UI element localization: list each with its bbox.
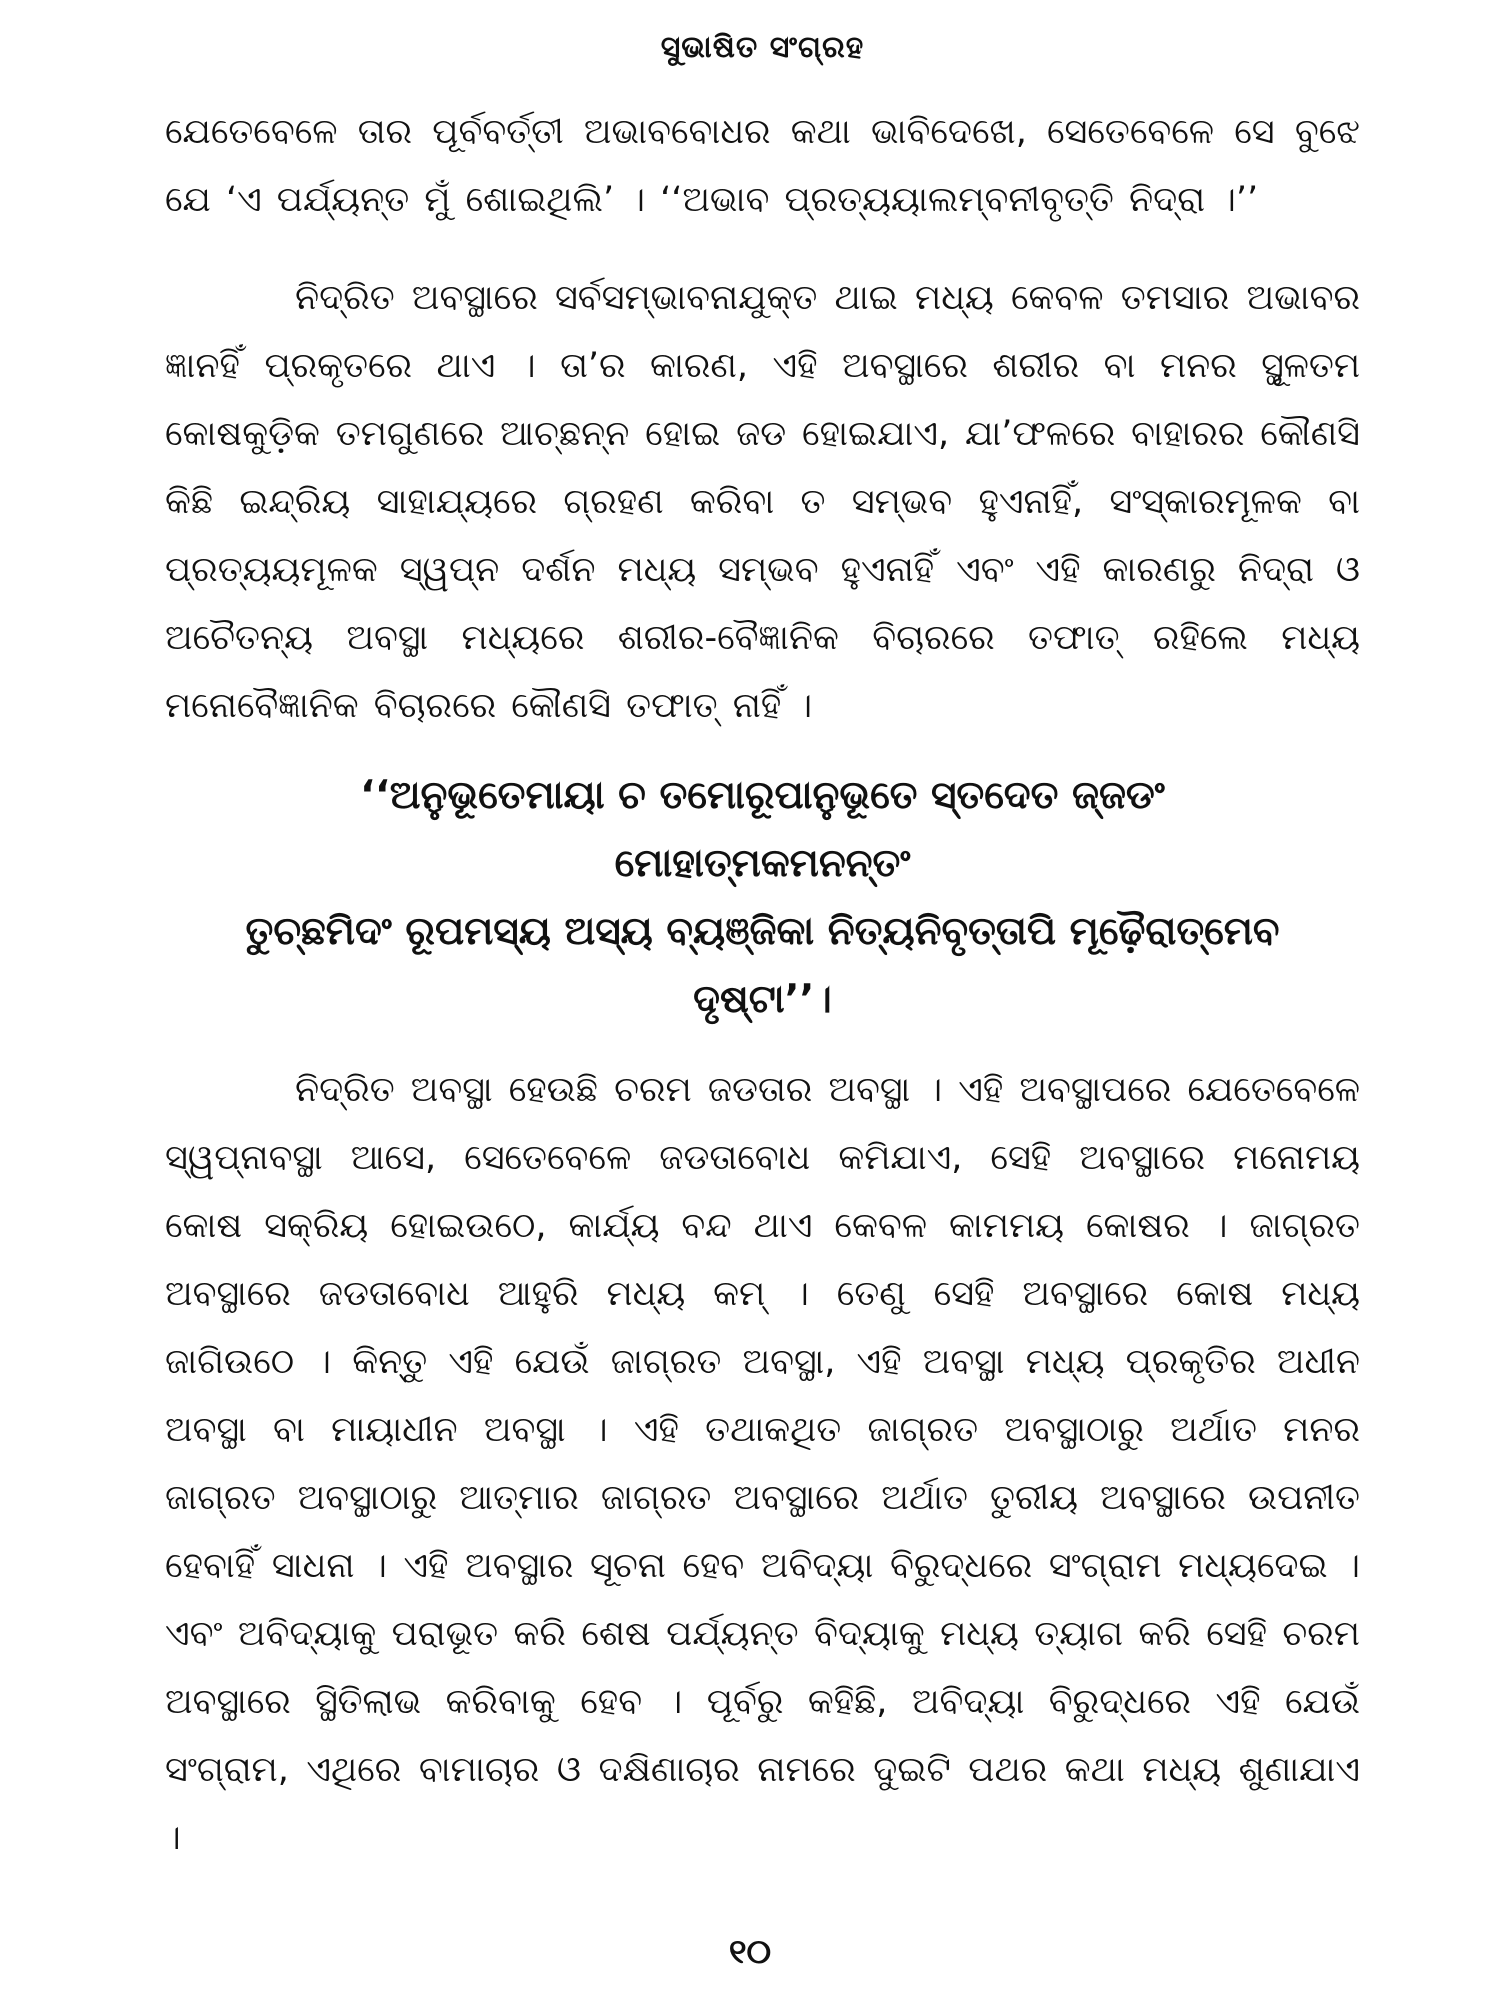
verse-spacer-bottom [165, 1034, 1360, 1056]
sanskrit-verse [165, 762, 1360, 1034]
paragraph-3: ନିଦ୍ରିତ ଅବସ୍ଥା ହେଉଛି ଚରମ ଜଡତାର ଅବସ୍ଥା । ଏହି ଅବସ୍ଥାପରେ ଯେତେବେଳେ ସ୍ୱପ୍ନାବସ୍ଥା ଆସେ, ସେତେବେଳେ ଜଡତାବୋଧ କମିଯାଏ, ସେହି ଅବସ୍ଥାରେ ମନୋମୟ କୋଷ ସକ୍ରିୟ ହୋଇଉଠେ, କାର୍ଯ୍ୟ ବନ୍ଦ ଥାଏ କେବଳ କାମମୟ କୋଷର । ଜାଗ୍ରତ ଅବସ୍ଥାରେ ଜଡତାବୋଧ ଆହୁରି ମଧ୍ୟ କମ୍ । ତେଣୁ ସେହି ଅବସ୍ଥାରେ କୋଷ ମଧ୍ୟ ଜାଗିଉଠେ । କିନ୍ତୁ ଏହି ଯେଉଁ ଜାଗ୍ରତ ଅବସ୍ଥା, ଏହି ଅବସ୍ଥା ମଧ୍ୟ ପ୍ରକୃତିର ଅଧୀନ ଅବସ୍ଥା ବା ମାୟାଧୀନ ଅବସ୍ଥା । ଏହି ତଥାକଥିତ ଜାଗ୍ରତ ଅବସ୍ଥାଠାରୁ ଅର୍ଥାତ ମନର ଜାଗ୍ରତ ଅବସ୍ଥାଠାରୁ ଆତ୍ମାର ଜାଗ୍ରତ ଅବସ୍ଥାରେ ଅର୍ଥାତ ତୁରୀୟ ଅବସ୍ଥାରେ ଉପନୀତ ହେବାହିଁ ସାଧନା । ଏହି ଅବସ୍ଥାର ସୂଚନା ହେବ ଅବିଦ୍ୟା ବିରୁଦ୍ଧରେ ସଂଗ୍ରାମ ମଧ୍ୟଦେଇ । ଏବଂ ଅବିଦ୍ୟାକୁ ପରାଭୂତ କରି ଶେଷ ପର୍ଯ୍ୟନ୍ତ ବିଦ୍ୟାକୁ ମଧ୍ୟ ତ୍ୟାଗ କରି ସେହି ଚରମ ଅବସ୍ଥାରେ ସ୍ଥିତିଲାଭ କରିବାକୁ ହେବ । ପୂର୍ବରୁ କହିଛି, ଅବିଦ୍ୟା ବିରୁଦ୍ଧରେ ଏହି ଯେଉଁ ସଂଗ୍ରାମ, ଏଥିରେ ବାମାଚାର ଓ ଦକ୍ଷିଣାଚାର ନାମରେ ଦୁଇଟି ପଥର କଥା ମଧ୍ୟ ଶୁଣାଯାଏ । [165, 1070, 1360, 1858]
verse-line-1: ‘‘ଅନୁଭୂତେମାୟା ଚ ତମୋରୂପାନୁଭୂତେ ସ୍ତଦେତ ଜ୍ଜଡଂ [360, 773, 1165, 818]
verse-line-4: ଦୃଷ୍ଟା’’। [693, 977, 832, 1022]
paragraph-spacer [165, 234, 1360, 264]
verse-line-3: ତୁଚ୍ଛମିଦଂ ରୂପମସ୍ୟ ଅସ୍ୟ ବ୍ୟଞ୍ଜିକା ନିତ୍ୟନିବୃତ୍ତାପି ମୂଢ଼ୈରାତ୍ମେବ [245, 909, 1280, 954]
paragraph-2: ନିଦ୍ରିତ ଅବସ୍ଥାରେ ସର୍ବସମ୍ଭାବନାଯୁକ୍ତ ଥାଇ ମଧ୍ୟ କେବଳ ତମସାର ଅଭାବର ଜ୍ଞାନହିଁ ପ୍ରକୃତରେ ଥାଏ । ତା’ର କାରଣ, ଏହି ଅବସ୍ଥାରେ ଶରୀର ବା ମନର ସ୍ଥୂଳତମ କୋଷକୁଡ଼ିକ ତମଗୁଣରେ ଆଚ୍ଛନ୍ନ ହୋଇ ଜଡ ହୋଇଯାଏ, ଯା’ଫଳରେ ବାହାରର କୌଣସି କିଛି ଇନ୍ଦ୍ରିୟ ସାହାଯ୍ୟରେ ଗ୍ରହଣ କରିବା ତ ସମ୍ଭବ ହୁଏନାହିଁ, ସଂସ୍କାରମୂଳକ ବା ପ୍ରତ୍ୟୟମୂଳକ ସ୍ୱପ୍ନ ଦର୍ଶନ ମଧ୍ୟ ସମ୍ଭବ ହୁଏନାହିଁ ଏବଂ ଏହି କାରଣରୁ ନିଦ୍ରା ଓ ଅଚୈତନ୍ୟ ଅବସ୍ଥା ମଧ୍ୟରେ ଶରୀର-ବୈଜ୍ଞାନିକ ବିଚାରରେ ତଫାତ୍ ରହିଲେ ମଧ୍ୟ ମନୋବୈଜ୍ଞାନିକ ବିଚାରରେ କୌଣସି ତଫାତ୍ ନାହିଁ । [165, 278, 1360, 726]
verse-spacer-top [165, 740, 1360, 762]
running-header: ସୁଭାଷିତ ସଂଗ୍ରହ [660, 30, 865, 65]
page-number: ୧୦ [728, 1932, 772, 1972]
paragraph-1: ଯେତେବେଳେ ତାର ପୂର୍ବବର୍ତ୍ତୀ ଅଭାବବୋଧର କଥା ଭାବିଦେଖେ, ସେତେବେଳେ ସେ ବୁଝେ ଯେ ‘ଏ ପର୍ଯ୍ୟନ୍ତ ମୁଁ ଶୋଇଥିଲି’ । ‘‘ଅଭାବ ପ୍ରତ୍ୟୟାଲମ୍ବନୀବୃତ୍ତି ନିଦ୍ରା ।’’ [165, 112, 1360, 220]
verse-line-2: ମୋହାତ୍ମକମନନ୍ତଂ [614, 841, 911, 886]
